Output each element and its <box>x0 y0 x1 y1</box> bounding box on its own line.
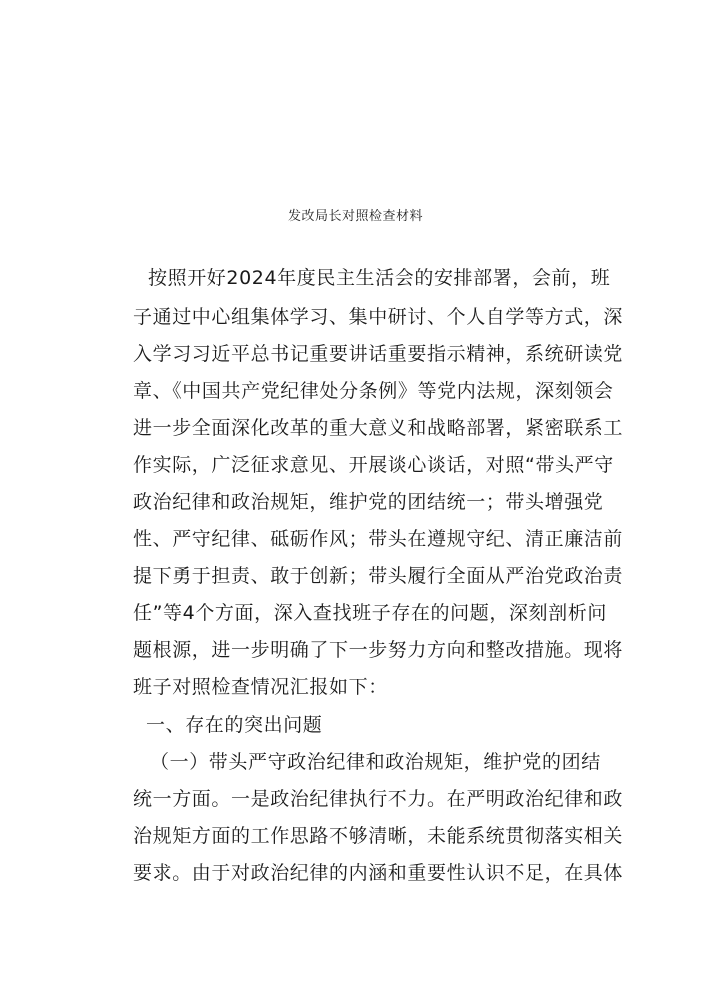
section-heading: 一、存在的突出问题 <box>146 714 323 736</box>
paragraph-line: 性、严守纪律、砥砺作风；带头在遵规守纪、清正廉洁前 <box>133 528 624 550</box>
paragraph-line: 治规矩方面的工作思路不够清晰，未能系统贯彻落实相关 <box>133 825 624 847</box>
paragraph-line: 政治纪律和政治规矩，维护党的团结统一；带头增强党 <box>133 491 604 513</box>
paragraph-line: 按照开好2024年度民主生活会的安排部署，会前，班 <box>148 267 611 289</box>
paragraph-line: 统一方面。一是政治纪律执行不力。在严明政治纪律和政 <box>133 788 624 810</box>
paragraph-line: 进一步全面深化改革的重大意义和战略部署，紧密联系工 <box>133 417 624 439</box>
paragraph-line: 提下勇于担责、敢于创新；带头履行全面从严治党政治责 <box>133 565 624 587</box>
paragraph-line: 章、《中国共产党纪律处分条例》等党内法规，深刻领会 <box>133 380 614 402</box>
paragraph-line: 入学习习近平总书记重要讲话重要指示精神，系统研读党 <box>133 343 624 365</box>
paragraph-line: 作实际，广泛征求意见、开展谈心谈话，对照“带头严守 <box>133 454 614 476</box>
paragraph-line: 子通过中心组集体学习、集中研讨、个人自学等方式，深 <box>133 306 624 328</box>
paragraph-line: 要求。由于对政治纪律的内涵和重要性认识不足，在具体 <box>133 862 624 884</box>
paragraph-line: 题根源，进一步明确了下一步努力方向和整改措施。现将 <box>133 639 624 661</box>
paragraph-line: 任”等4个方面，深入查找班子存在的问题，深刻剖析问 <box>133 602 607 624</box>
document-title: 发改局长对照检查材料 <box>287 209 423 224</box>
subsection-heading-line: （一）带头严守政治纪律和政治规矩，维护党的团结 <box>150 751 601 773</box>
paragraph-line: 班子对照检查情况汇报如下： <box>133 676 388 698</box>
